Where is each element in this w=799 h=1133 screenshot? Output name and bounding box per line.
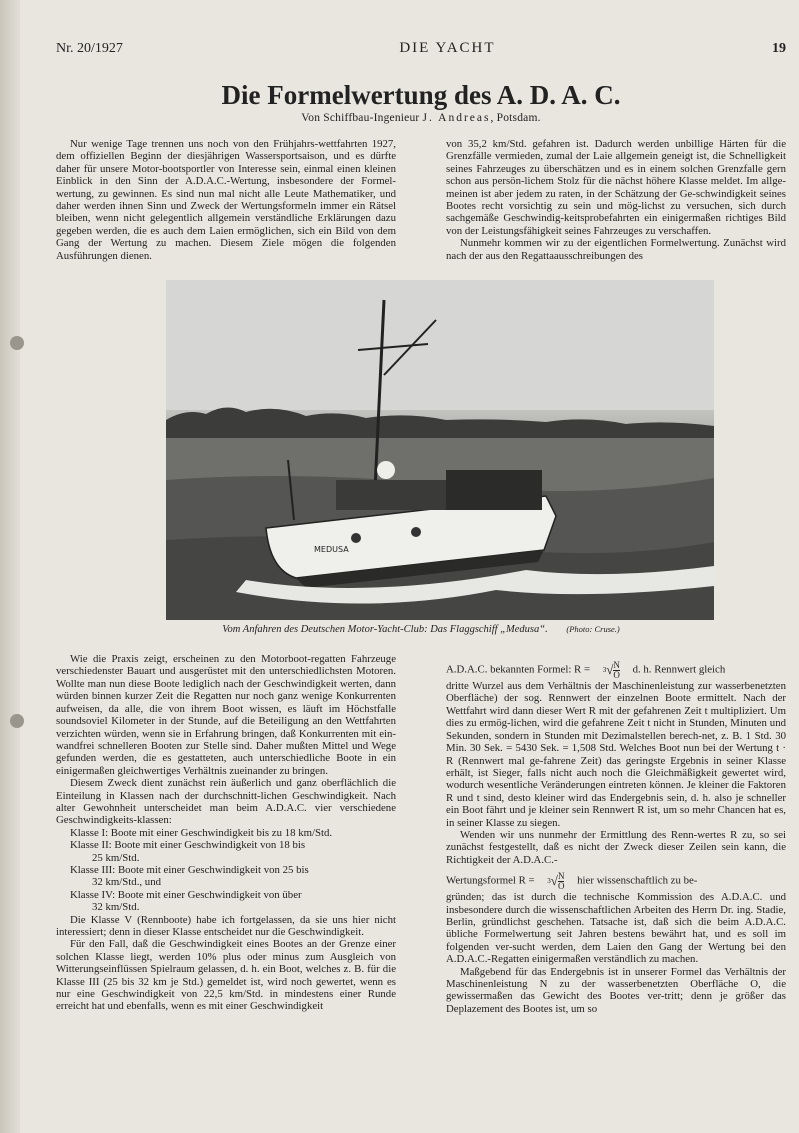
root-index: 3 <box>602 666 607 675</box>
formula-trail-text: d. h. Rennwert gleich <box>632 663 726 676</box>
formula-lead-text: A.D.A.C. bekannten Formel: R = <box>446 663 591 676</box>
formula-line <box>446 872 786 891</box>
running-header <box>56 40 786 62</box>
class-item-continued: 25 km/Std. <box>92 851 140 864</box>
punch-hole <box>10 714 24 728</box>
byline-author: J. Andreas <box>422 112 491 124</box>
formula-fraction <box>558 872 565 891</box>
boat-name-label: MEDUSA <box>314 545 349 555</box>
cube-root-formula <box>547 872 564 891</box>
motor-yacht-illustration <box>166 280 714 620</box>
intro-columns <box>56 138 786 262</box>
class-item-continued: 32 km/Std. <box>92 901 140 914</box>
caption-text: Vom Anfahren des Deutschen Motor-Yacht-Club: Das Flaggschiff „Medusa“. <box>222 624 548 636</box>
body-paragraph: Die Klasse V (Rennboote) habe ich fortgelassen, da sie uns hier nicht interessiert; denn in dieser Klasse entscheidet nur die Geschwindigkeit. <box>56 913 396 938</box>
class-item: Klasse III: Boote mit einer Geschwindigkeit von 25 bis <box>70 863 309 876</box>
intro-paragraph: von 35,2 km/Std. gefahren ist. Dadurch werden unbillige Härten für die Grenzfälle vermieden, zumal der Laie allgemein geneigt ist, die Schnelligkeit seines Fahrzeuges zu überschätzen und es in einem solchen Grenzfalle gern schon aus persön-lichem Stolz für die nächst höhere Klasse meldet. Im allge-meinen ist aber jedem zu raten, in der Schätzung der Ge-schwindigkeit seines Bootes recht vorsichtig zu sein und mög-lichst zu versuchen, sich durch sachgemäße Geschwindig-keitsprobefahrten ein einigermaßen richtiges Bild von der Leistungsfähigkeit seines Fahrzeuges zu verschaffen. <box>446 138 786 237</box>
body-paragraph: Wenden wir uns nunmehr der Ermittlung des Renn-wertes R zu, so sei zunächst festgestellt, daß es nicht der Zweck dieser Zeilen sein kann, die Richtigkeit der A.D.A.C.- <box>446 828 786 866</box>
byline-place: , Potsdam. <box>490 112 541 124</box>
fraction-denominator: O <box>557 881 565 892</box>
body-paragraph: Diesem Zweck dient zunächst rein äußerlich und ganz oberflächlich die Einteilung in Klassen nach der durchschnitt-lichen Geschwindigkeit. Nach alter Gewohnheit unterscheidet man beim A.D.A.C. vier verschiedene Geschwindigkeits-klassen: <box>56 777 396 827</box>
intro-paragraph: Nunmehr kommen wir zu der eigentlichen Formelwertung. Zunächst wird nach der aus den Regattaausschreibungen des <box>446 237 786 262</box>
boat-photograph <box>166 280 714 620</box>
journal-title: DIE YACHT <box>399 40 496 56</box>
main-left-column <box>56 653 396 1015</box>
page-number: 19 <box>771 41 786 56</box>
main-right-column <box>446 653 786 1015</box>
byline <box>56 112 786 124</box>
body-paragraph: Maßgebend für das Endergebnis ist in unserer Formel das Verhältnis der Maschinenleistung N zu der wasserbenetzten Oberfläche O, die gewissermaßen das Gewicht des Bootes ver-tritt; denn je größer das Deplazement des Bootes ist, um so <box>446 965 786 1015</box>
article-title: Die Formelwertung des A. D. A. C. <box>221 80 621 110</box>
body-paragraph: dritte Wurzel aus dem Verhältnis der Maschinenleistung zur wasserbenetzten Oberfläche) der sog. Rennwert der einzelnen Boote ermittelt. Nach der Wettfahrt wird dann dieser Wert R mit der gefahrenen Zeit t multipliziert. Um dies zu ermög-lichen, wird die gefahrene Zeit t nicht in Stunden, Minuten und Sekunden, sondern in Stunden mit Dezimalstellen berech-net, z. B. 1 Std. 30 Min. 30 Sek. = 5430 Sek. = 1,508 Std. Welches Boot nun bei der Wertung t · R (Rennwert mal ge-fahrene Zeit) das geringste Ergebnis in seiner Klasse erhält, ist Sieger, falls nicht auch noch die Gleichmäßigkeit gewertet wird, wodurch wesentliche Veränderungen eintreten können. Je kleiner die Faktoren R und t sind, desto kleiner wird das Endergebnis sein, d. h. also je schneller ein Boot fährt und je kleiner sein Rennwert R ist, um so mehr Chancen hat es, in seiner Klasse zu siegen. <box>446 680 786 829</box>
class-item: Klasse I: Boote mit einer Geschwindigkeit bis zu 18 km/Std. <box>70 826 333 839</box>
binding-gutter <box>0 0 20 1133</box>
body-paragraph: Wie die Praxis zeigt, erscheinen zu den Motorboot-regatten Fahrzeuge verschiedenster Bauart und ausgerüstet mit den unterschiedlichsten Motoren. Wollte man nun diese Boote lediglich nach der Geschwindigkeit werten, dann würden binnen kurzer Zeit die Regatten nur noch ganz wenige Konkurrenten aufweisen, da alle, die von ihrem Boot wissen, es läuft im Höchstfalle soundsoviel Kilometer in der Stunde, auf die Beteiligung an den Wettfahrten verzichten würden, wenn sie in Erfahrung bringen, daß Konkurrenten mit ein-wandfrei schnelleren Booten zur Stelle sind. Daher mußten Mittel und Wege gefunden werden, die es gestatteten, auch unterschiedliche Boote in ein einigermaßen gleichwertiges Verhältnis zueinander zu bringen. <box>56 653 396 777</box>
cube-root-formula <box>603 661 620 680</box>
radical-sign: √ <box>550 873 558 889</box>
radical-sign: √ <box>606 662 614 678</box>
issue-number: Nr. 20/1927 <box>56 41 123 56</box>
punch-hole <box>10 336 24 350</box>
class-list <box>56 827 396 914</box>
intro-right-column <box>446 138 786 262</box>
formula-trail-text: hier wissenschaftlich zu be- <box>577 874 698 887</box>
class-item: Klasse IV: Boote mit einer Geschwindigkeit von über <box>70 888 302 901</box>
formula-line <box>446 661 786 680</box>
main-columns <box>56 653 786 1015</box>
class-item-continued: 32 km/Std., und <box>92 876 161 889</box>
formula-lead-text: Wertungsformel R = <box>446 874 535 887</box>
fraction-numerator: N <box>557 871 565 882</box>
intro-left-column <box>56 138 396 262</box>
byline-prefix: Von Schiffbau-Ingenieur <box>301 112 420 124</box>
body-paragraph: Für den Fall, daß die Geschwindigkeit eines Bootes an der Grenze einer solchen Klasse liegt, werden 10% plus oder minus zum Ausgleich von Witterungseinflüssen Spielraum gelassen, d. h. ein Boot, welches z. B. für die Klasse III (25 bis 32 km je Std.) gemeldet ist, wird noch gewertet, wenn es nur eine Geschwindigkeit von 22,5 km/Std. in mindestens einer Runde erreicht hat und ebenfalls, wenn es mit einer Geschwindigkeit <box>56 938 396 1013</box>
journal-page <box>56 40 786 1015</box>
fraction-denominator: O <box>613 670 620 681</box>
formula-fraction <box>613 661 620 680</box>
root-index: 3 <box>547 877 551 886</box>
photo-credit: (Photo: Cruse.) <box>566 624 620 635</box>
photo-caption <box>56 624 786 635</box>
intro-paragraph: Nur wenige Tage trennen uns noch von den Frühjahrs-wettfahrten 1927, dem offiziellen Beginn der diesjährigen Wassersportsaison, und es dürfte daher für unsere Motor-bootsportler von Interesse sein, einmal einen kleinen Einblick in den Sinn der A.D.A.C.-Wertung, insbesondere der Formel-wertung, zu gewinnen. Es sind nun mal nicht alle Leute Mathematiker, und daher werden ihnen Sinn und Zweck der Wertungsformeln immer ein Rätsel bleiben, wenn nicht gelegentlich allgemein verständliche Erklärungen dazu gegeben werden, die es auch dem Laien ermöglichen, sich ein Bild von dem Gang der Wertung zu machen. Diesem Ziele mögen die folgenden Ausführungen dienen. <box>56 138 396 262</box>
body-paragraph: gründen; das ist durch die technische Kommission des A.D.A.C. und insbesondere durch die wissenschaftlichen Arbeiten des Herrn Dr. ing. Stadie, Berlin, gründlichst geschehen. Tatsache ist, daß sich die beim A.D.A.C. übliche Formelwertung seit Jahren bestens bewährt hat, und es soll im folgenden ver-sucht werden, dem Laien den Gang der Wertung bei den A.D.A.C.-Regatten einigermaßen verständlich zu machen. <box>446 891 786 966</box>
class-item: Klasse II: Boote mit einer Geschwindigkeit von 18 bis <box>70 839 306 852</box>
fraction-numerator: N <box>613 660 620 671</box>
